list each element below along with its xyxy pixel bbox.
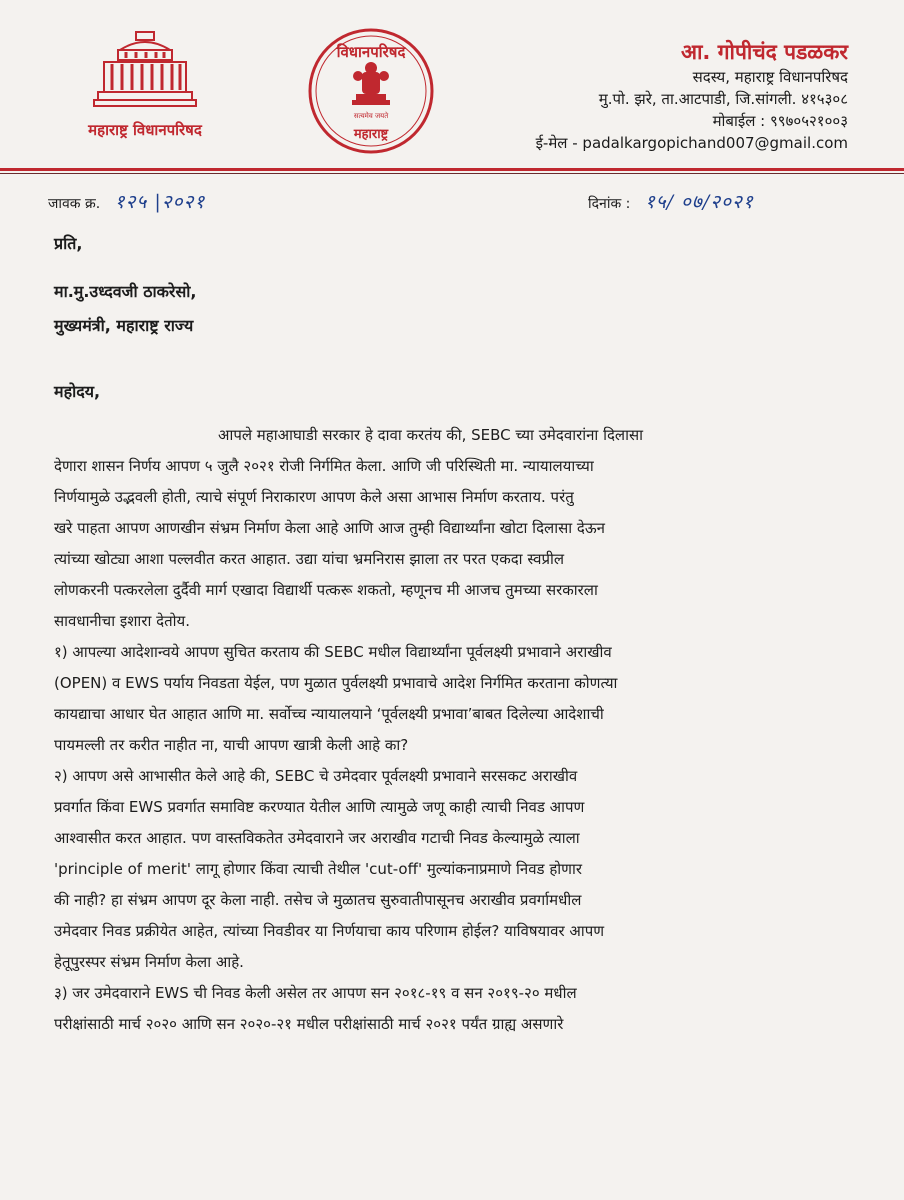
recipient-designation: मुख्यमंत्री, महाराष्ट्र राज्य bbox=[54, 316, 194, 335]
body-line: खरे पाहता आपण आणखीन संभ्रम निर्माण केला आहे आणि आज तुम्ही विद्यार्थ्यांना खोटा दिलासा देऊन bbox=[54, 519, 605, 537]
body-line: 'principle of merit' लागू होणार किंवा त्याची तेथील 'cut-off' मुल्यांकनाप्रमाणे निवड होणार bbox=[54, 860, 583, 878]
council-seal bbox=[306, 26, 436, 156]
date-label: दिनांक : bbox=[588, 196, 631, 212]
salutation: महोदय, bbox=[54, 382, 101, 401]
member-details bbox=[536, 38, 848, 154]
body-line: त्यांच्या खोट्या आशा पल्लवीत करत आहात. उद्या यांचा भ्रमनिरास झाला तर परत एकदा स्वप्रील bbox=[54, 550, 565, 568]
member-mobile: मोबाईल : ९९७०५२१००३ bbox=[712, 112, 848, 130]
council-name: महाराष्ट्र विधानपरिषद bbox=[88, 121, 202, 139]
seal-bottom-text: महाराष्ट्र bbox=[353, 127, 389, 142]
body-line: सावधानीचा इशारा देतोय. bbox=[54, 612, 190, 630]
body-line: आश्वासीत करत आहात. पण वास्तविकतेत उमेदवाराने जर अराखीव गटाची निवड केल्यामुळे त्याला bbox=[54, 829, 580, 847]
body-line: १) आपल्या आदेशान्वये आपण सुचित करताय की SEBC मधील विद्यार्थ्यांना पूर्वलक्ष्यी प्रभावाने अराखीव bbox=[54, 643, 612, 661]
seal-top-text: विधानपरिषद bbox=[336, 43, 406, 61]
member-address: मु.पो. झरे, ता.आटपाडी, जि.सांगली. ४१५३०८ bbox=[598, 90, 848, 108]
recipient-to: प्रति, bbox=[54, 234, 83, 253]
body-line: लोणकरनी पत्करलेला दुर्दैवी मार्ग एखादा विद्यार्थी पत्करू शकतो, म्हणूनच मी आजच तुमच्या सरकारला bbox=[54, 581, 598, 599]
letter-body bbox=[54, 420, 854, 1040]
reference-number bbox=[48, 188, 205, 214]
body-line: पायमल्ली तर करीत नाहीत ना, याची आपण खात्री केली आहे का? bbox=[54, 736, 409, 754]
body-line: ३) जर उमेदवाराने EWS ची निवड केली असेल तर आपण सन २०१८-१९ व सन २०१९-२० मधील bbox=[54, 984, 577, 1002]
body-line: निर्णयामुळे उद्भवली होती, त्याचे संपूर्ण निराकारण आपण केले असा आभास निर्माण करताय. परंतु bbox=[54, 488, 574, 506]
vidhan-bhavan-icon bbox=[90, 28, 200, 110]
seal-motto: सत्यमेव जयते bbox=[353, 112, 389, 120]
body-line: २) आपण असे आभासीत केले आहे की, SEBC चे उमेदवार पूर्वलक्ष्यी प्रभावाने सरसकट अराखीव bbox=[54, 767, 578, 785]
body-line: आपले महाआघाडी सरकार हे दावा करतंय की, SEBC च्या उमेदवारांना दिलासा bbox=[218, 426, 644, 444]
member-email: ई-मेल - padalkargopichand007@gmail.com bbox=[535, 134, 848, 152]
date-value: १५/ ०७/२०२१ bbox=[644, 191, 754, 213]
council-emblem bbox=[60, 28, 230, 140]
recipient-name: मा.मु.उध्दवजी ठाकरेसो, bbox=[54, 282, 197, 301]
reference-value: १२५ |२०२१ bbox=[114, 191, 206, 213]
body-line: परीक्षांसाठी मार्च २०२० आणि सन २०२०-२१ मधील परीक्षांसाठी मार्च २०२१ पर्यंत ग्राह्य असणारे bbox=[54, 1015, 564, 1033]
reference-label: जावक क्र. bbox=[48, 196, 101, 212]
header-rule bbox=[0, 168, 904, 171]
header-rule-thin bbox=[0, 173, 904, 174]
body-line: प्रवर्गात किंवा EWS प्रवर्गात समाविष्ट करण्यात येतील आणि त्यामुळे जणू काही त्याची निवड आपण bbox=[54, 798, 585, 816]
body-line: की नाही? हा संभ्रम आपण दूर केला नाही. तसेच जे मुळातच सुरुवातीपासूनच अराखीव प्रवर्गामधील bbox=[54, 891, 582, 909]
letter-date bbox=[588, 188, 754, 214]
body-line: कायद्याचा आधार घेत आहात आणि मा. सर्वोच्च न्यायालयाने ‘पूर्वलक्ष्यी प्रभावा’बाबत दिलेल्या आदेशाची bbox=[54, 705, 604, 723]
member-title: सदस्य, महाराष्ट्र विधानपरिषद bbox=[692, 68, 848, 86]
body-line: देणारा शासन निर्णय आपण ५ जुलै २०२१ रोजी निर्गमित केला. आणि जी परिस्थिती मा. न्यायालयाच्या bbox=[54, 457, 594, 475]
member-name: आ. गोपीचंद पडळकर bbox=[680, 40, 848, 64]
body-line: (OPEN) व EWS पर्याय निवडता येईल, पण मुळात पुर्वलक्ष्यी प्रभावाचे आदेश निर्गमित करताना कोणत्या bbox=[54, 674, 618, 692]
body-line: हेतूपुरस्पर संभ्रम निर्माण केला आहे. bbox=[54, 953, 244, 971]
body-line: उमेदवार निवड प्रक्रीयेत आहेत, त्यांच्या निवडीवर या निर्णयाचा काय परिणाम होईल? याविषयावर आपण bbox=[54, 922, 605, 940]
